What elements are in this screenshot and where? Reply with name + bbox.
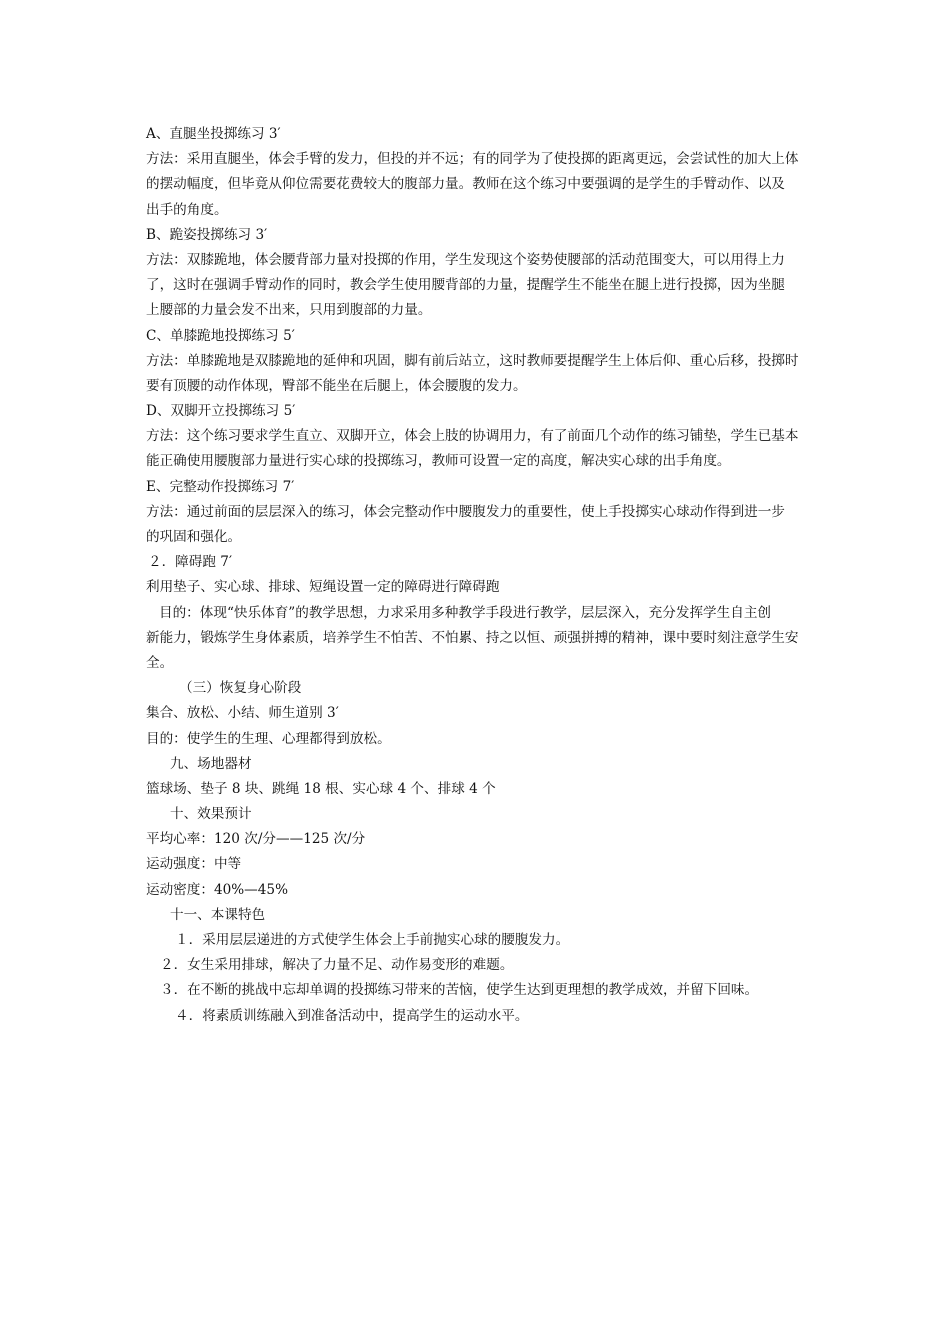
list-item: ２．女生采用排球，解决了力量不足、动作易变形的难题。 (160, 957, 514, 974)
paragraph-line: 目的：使学生的生理、心理都得到放松。 (146, 730, 391, 747)
section-heading-expected-effect: 十、效果预计 (170, 806, 252, 823)
list-item: ４．将素质训练融入到准备活动中，提高学生的运动水平。 (175, 1007, 529, 1024)
paragraph-line: 的摆动幅度，但毕竟从仰位需要花费较大的腹部力量。教师在这个练习中要强调的是学生的手臂动作、以及 (146, 176, 785, 193)
paragraph-line: 运动密度：40%—45% (146, 881, 288, 898)
section-heading-features: 十一、本课特色 (170, 906, 266, 923)
paragraph-line: 全。 (146, 654, 174, 671)
paragraph-line: 平均心率：120 次/分——125 次/分 (146, 831, 366, 848)
paragraph-line: 目的：体现“快乐体育”的教学思想，力求采用多种教学手段进行教学，层层深入，充分发挥学生自主创 (159, 604, 772, 621)
paragraph-line: 方法：单膝跪地是双膝跪地的延伸和巩固，脚有前后站立，这时教师要提醒学生上体后仰、重心后移，投掷时 (146, 352, 799, 369)
heading-obstacle-run: ２．障碍跑 7′ (148, 554, 233, 571)
list-item: １．采用层层递进的方式使学生体会上手前抛实心球的腰腹发力。 (175, 932, 570, 948)
section-heading-equipment: 九、场地器材 (170, 755, 252, 772)
paragraph-line: 要有顶腰的动作体现，臀部不能坐在后腿上，体会腰腹的发力。 (146, 377, 527, 394)
document-body (146, 122, 816, 1029)
paragraph-line: 方法：双膝跪地，体会腰背部力量对投掷的作用，学生发现这个姿势使腰部的活动范围变大，可以用得上力 (146, 251, 785, 268)
paragraph-line: 了，这时在强调手臂动作的同时，教会学生使用腰背部的力量，提醒学生不能坐在腿上进行投掷，因为坐腿 (146, 277, 785, 294)
paragraph-line: 运动强度：中等 (146, 856, 242, 873)
list-item: ３．在不断的挑战中忘却单调的投掷练习带来的苦恼，使学生达到更理想的教学成效，并留下回味。 (160, 982, 759, 999)
paragraph-line: 方法：采用直腿坐，体会手臂的发力，但投的并不远；有的同学为了使投掷的距离更远，会尝试性的加大上体 (146, 151, 799, 168)
paragraph-line: 上腰部的力量会发不出来，只用到腹部的力量。 (146, 302, 432, 319)
paragraph-line: 集合、放松、小结、师生道别 3′ (146, 705, 339, 722)
paragraph-line: 方法：通过前面的层层深入的练习，体会完整动作中腰腹发力的重要性，使上手投掷实心球动作得到进一步 (146, 503, 785, 520)
heading-c-single-knee: C、单膝跪地投掷练习 5′ (146, 327, 295, 344)
paragraph-line: 新能力，锻炼学生身体素质，培养学生不怕苦、不怕累、持之以恒、顽强拼搏的精神，课中要时刻注意学生安 (146, 629, 799, 646)
heading-d-standing-apart: D、双脚开立投掷练习 5′ (146, 403, 296, 420)
paragraph-line: 出手的角度。 (146, 201, 228, 218)
heading-e-full-motion: E、完整动作投掷练习 7′ (146, 478, 295, 495)
paragraph-line: 方法：这个练习要求学生直立、双脚开立，体会上肢的协调用力，有了前面几个动作的练习铺垫，学生已基本 (146, 428, 799, 445)
section-heading-recovery: （三）恢复身心阶段 (179, 680, 302, 697)
paragraph-line: 能正确使用腰腹部力量进行实心球的投掷练习，教师可设置一定的高度，解决实心球的出手角度。 (146, 453, 731, 470)
paragraph-line: 利用垫子、实心球、排球、短绳设置一定的障碍进行障碍跑 (146, 579, 500, 596)
paragraph-line: 的巩固和强化。 (146, 529, 242, 545)
heading-b-kneeling: B、跪姿投掷练习 3′ (146, 226, 268, 243)
heading-a-straight-leg-sitting: A、直腿坐投掷练习 3′ (146, 126, 281, 142)
paragraph-line: 篮球场、垫子 8 块、跳绳 18 根、实心球 4 个、排球 4 个 (146, 780, 496, 797)
